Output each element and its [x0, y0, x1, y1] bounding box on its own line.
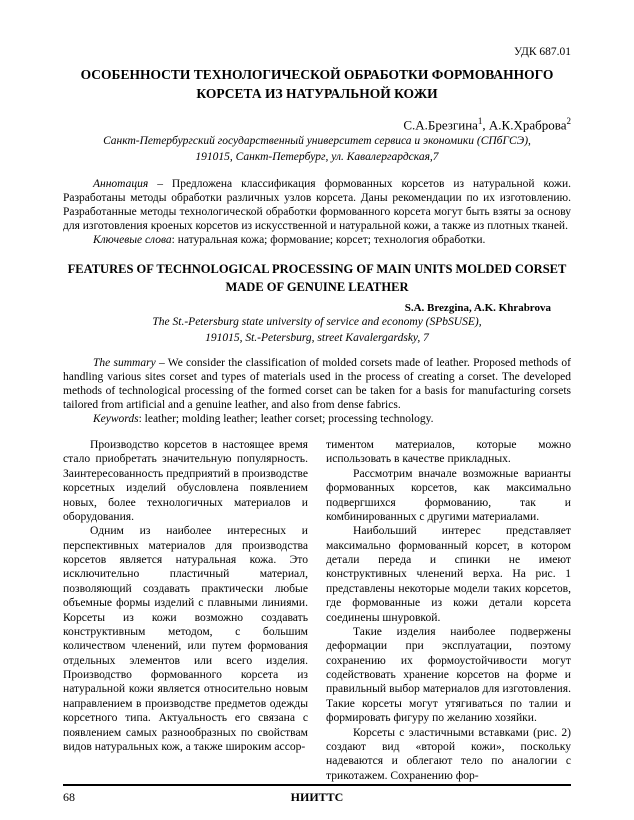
body-paragraph: Производство корсетов в настоящее время стало приобретать значительную популярность. Заинтересованность предприятий в производстве корсетных изделий обусловлена появлением новых, более технологичных материалов и оборудования.: [63, 438, 308, 523]
affiliation-ru-line-2: 191015, Санкт-Петербург, ул. Кавалергардская,7: [195, 151, 439, 164]
journal-name: НИИТТС: [290, 790, 344, 804]
summary-paragraph: [63, 356, 571, 412]
paper-title-en: FEATURES OF TECHNOLOGICAL PROCESSING OF MAIN UNITS MOLDED CORSET MADE OF GENUINE LEATHER: [67, 262, 567, 294]
abstract-label: Аннотация: [93, 177, 149, 190]
body-paragraph: Корсеты с эластичными вставками (рис. 2) создают вид «второй кожи», поскольку надеваются и облегают тело по аналогии с трикотажем. Сохранению фор-: [326, 725, 571, 782]
affiliation-en-line-1: The St.-Petersburg state university of service and economy (SPbSUSE),: [152, 316, 482, 329]
affiliation-en-line-2: 191015, St.-Petersburg, street Kavalergardsky, 7: [205, 332, 429, 344]
body-paragraph: Наибольший интерес представляет максимально формованный корсет, в котором детали переда и спинки не имеют конструктивных членений верха. На рис. 1 представлены некоторые модели таких корсетов, где формованные из кожи детали корсета соединены шнуровкой.: [326, 524, 571, 624]
author-1-superscript: 1: [477, 115, 483, 126]
summary-label: The summary: [93, 356, 156, 369]
body-paragraph-continuation: тиментом материалов, которые можно использовать в качестве прикладных.: [326, 438, 571, 466]
keywords-label-en: Keywords: [93, 413, 139, 425]
udc-code: УДК 687.01: [514, 46, 571, 58]
right-column: [326, 438, 571, 784]
author-separator: ,: [482, 117, 489, 133]
summary-section: [63, 356, 571, 426]
page-footer: [63, 784, 571, 808]
authors-ru: [63, 116, 571, 133]
body-paragraph: Одним из наиболее интересных и перспективных материалов для производства корсетов является натуральная кожа. Это исключительно пластичный материал, позволяющий создавать практически любые объемные формы изделий с плавными линиями. Корсеты из кожи возможно создавать конструктивным методом, с большим количеством членений, или путем формования отдельных элементов или всего изделия. Производство формованного корсета из натуральной кожи является относительно новым направлением в производстве предметов одежды корсетного типа. Актуальность его связана с появлением самых разнообразных по свойствам видов натуральных кож, а также широким ассор-: [63, 524, 308, 753]
affiliation-ru-line-1: Санкт-Петербургский государственный университет сервиса и экономики (СПбГСЭ),: [103, 135, 531, 148]
keywords-paragraph-ru: [63, 233, 571, 247]
author-1-name: С.А.Брезгина: [403, 117, 478, 133]
author-2-superscript: 2: [566, 115, 571, 126]
paper-title-ru: ОСОБЕННОСТИ ТЕХНОЛОГИЧЕСКОЙ ОБРАБОТКИ ФОРМОВАННОГО КОРСЕТА ИЗ НАТУРАЛЬНОЙ КОЖИ: [80, 67, 554, 101]
abstract-section: [63, 177, 571, 247]
abstract-text: – Предложена классификация формованных корсетов из натуральной кожи. Разработаны методы обработки различных узлов корсета. Даны рекомендации по их изготовлению. Разработанные методы технологической обработки формованного корсета могут быть взяты за основу для изготовления кроеных корсетов из искусственной и натуральной кожи, а также из плотных тканей.: [63, 177, 571, 233]
body-paragraph: Такие изделия наиболее подвержены деформации при эксплуатации, поэтому сохранению их формоустойчивости могут содействовать хранение корсетов на форме и правильный выбор материалов для изготовления. Такие корсеты могут утягиваться по талии и формировать фигуру по желанию хозяйки.: [326, 624, 571, 725]
authors-en: S.A. Brezgina, A.K. Khrabrova: [404, 302, 551, 315]
author-2-name: А.К.Храброва: [488, 117, 567, 133]
keywords-text-en: : leather; molding leather; leather corset; processing technology.: [138, 413, 434, 425]
body-paragraph: Рассмотрим вначале возможные варианты формованных корсетов, как максимально подвергшихся формованию, так и комбинированных с другими материалами.: [326, 466, 571, 523]
body-two-columns: [63, 438, 571, 784]
keywords-label-ru: Ключевые слова: [93, 234, 172, 247]
left-column: [63, 438, 308, 784]
keywords-paragraph-en: [63, 412, 571, 426]
keywords-text-ru: : натуральная кожа; формование; корсет; технология обработки.: [171, 234, 486, 247]
summary-text: – We consider the classification of molded corsets made of leather. Proposed methods of handling various sites corset and types of materials used in the process of creating a corset. The developed methods of technological processing of the formed corset can be taken for a basis for manufacturing corsets tailored from artificial and a genuine leather, and also from dense fabrics.: [63, 356, 571, 411]
abstract-paragraph: [63, 177, 571, 233]
page-number: 68: [63, 790, 75, 804]
